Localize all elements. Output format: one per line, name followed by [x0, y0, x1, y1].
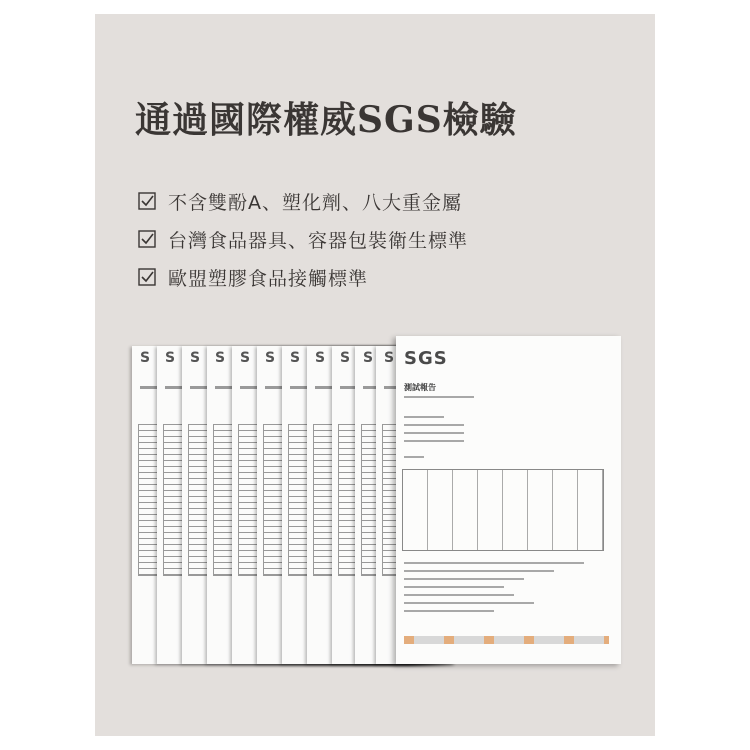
sgs-logo: S	[190, 350, 201, 366]
sgs-logo: S	[384, 350, 395, 366]
sgs-logo: S	[265, 350, 276, 366]
sgs-logo: S	[240, 350, 251, 366]
sgs-logo: S	[315, 350, 326, 366]
report-title: 測試報告	[404, 383, 436, 392]
sgs-logo: S	[363, 350, 374, 366]
feature-label: 台灣食品器具、容器包裝衛生標準	[168, 229, 469, 252]
sgs-logo: S	[290, 350, 301, 366]
sgs-logo: S	[140, 350, 151, 366]
feature-label: 不含雙酚A、塑化劑、八大重金屬	[168, 191, 462, 214]
page-title: 通過國際權威SGS檢驗	[135, 99, 517, 141]
sgs-logo: S	[165, 350, 176, 366]
sgs-logo: S	[215, 350, 226, 366]
sgs-logo: SGS	[404, 348, 448, 369]
report-footer	[404, 636, 609, 644]
feature-label: 歐盟塑膠食品接觸標準	[168, 267, 369, 290]
sgs-logo: S	[340, 350, 351, 366]
results-table	[402, 469, 604, 551]
test-report-front-page	[396, 336, 621, 664]
